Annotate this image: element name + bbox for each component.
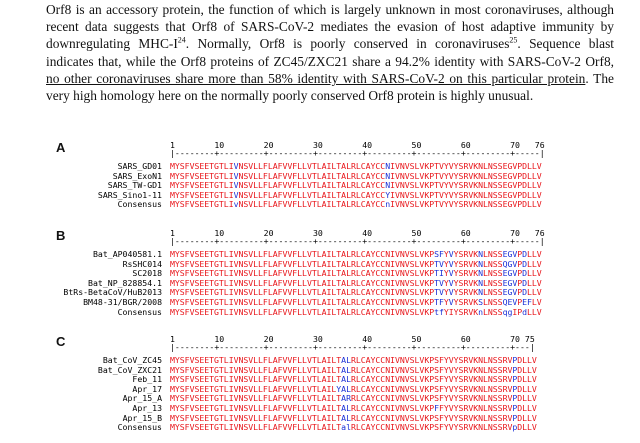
position-ruler: 1 10 20 30 40 50 60 70 76 <box>170 140 545 150</box>
paragraph-text-3: . Sequence blast indicates that, while the Orf8 proteins of ZC45/ZXC21 share a 94.2% identity with SARS-CoV-2 Orf8, <box>46 36 615 69</box>
alignment-row <box>0 423 640 432</box>
citation-25: 25 <box>509 35 518 45</box>
sequence-residues: MYSFVSEETGTLIVNSVLLFLAFVVFLLVTLAILTALRLCAYCCNIVNVSLVKPTVYVYSRVKNLNSSEGVPDLLV <box>170 170 542 181</box>
sequence-residues: MYSFVSEETGTLIVNSVLLFLAFVVFLLVTLAILTALRLCAYCCNIVNVSLVKPtfYIYSRVKnLNSSqgIPdLLV <box>170 306 542 317</box>
sequence-name: Feb_11 <box>132 374 162 385</box>
sequence-residues: MYSFVSEETGTLIVNSVLLFLAFVVFLLVTLAILTALRLCAYCCNIVNVSLVKPTVYVYSRVKNLNSSEGVPDLLV <box>170 180 542 191</box>
panel-label: A <box>56 140 66 155</box>
sequence-residues: MYSFVSEETGTLIVNSVLLFLAFVVFLLVTLAILTALRLCAYCCNIVNVSLVKPTVYVYSRVKNLNSSEGVPDLLV <box>170 277 542 288</box>
sequence-residues: MYSFVSEETGTLIVNSVLLFLAFVVFLLVTLAILTALRLCAYCCNIVNVSLVKPTIYVYSRVKNLNSSEGVPDLLV <box>170 268 542 279</box>
sequence-name: Bat_AP040581.1 <box>92 249 162 259</box>
sequence-residues: MYSFVSEETGTLIvNSVLLFLAFVVFLLVTLAILTALRLCAYCCnIVNVSLVKPTVYVYSRVKNLNSSEGVPDLLV <box>170 199 542 210</box>
sequence-residues: MYSFVSEETGTLIVNSVLLFLAFVVFLLVTLAILTALRLCAYCCNIVNVSLVKPSFYVYSRVKNLNSSRVPDLLV <box>170 364 537 375</box>
position-ruler-ticks: |--------+---------+---------+---------+---------+---------+---------+-----| <box>170 236 545 246</box>
body-paragraph <box>46 1 614 104</box>
paragraph-text-2: . Normally, Orf8 is poorly conserved in coronaviruses <box>185 36 510 52</box>
sequence-name: Apr_15_A <box>122 393 162 404</box>
sequence-name: SARS_Sino1-11 <box>97 189 162 200</box>
sequence-residues: MYSFVSEETGTLIVNSVLLFLAFVVFLLVTLAILYALRLCAYCCNIVNVSLVKPSFYVYSRVKNLNSSRVPDLLV <box>170 383 537 394</box>
paragraph-text-1: Orf8 is an accessory protein, the function of which is largely unknown in most coronaviruses, although recent data suggests that Orf8 of SARS-CoV-2 mediates the evasion of host adaptive immunity by downregulating MHC-I <box>46 2 614 52</box>
panel-label: C <box>56 334 66 349</box>
sequence-name: Apr_15_B <box>122 412 162 423</box>
sequence-residues: MYSFVSEETGTLIVNSVLLFLAFVVFLLVTLAILTARRLCAYCCNIVNVSLVKPSFYVYSRVKNLNSSRVPDLLV <box>170 393 537 404</box>
sequence-name: Apr_13 <box>132 403 162 413</box>
sequence-name: SARS_GD01 <box>117 161 162 171</box>
underlined-claim: no other coronaviruses share more than 58% identity with SARS-CoV-2 on this particular protein <box>46 70 586 86</box>
position-ruler: 1 10 20 30 40 50 60 70 75 <box>170 334 535 344</box>
sequence-residues: MYSFVSEETGTLIVNSVLLFLAFVVFLLVTLAILTALRLCAYCCNIVNVSLVKPTFYVYSRVKSLNSSQEVPEFLV <box>170 297 542 307</box>
sequence-residues: MYSFVSEETGTLIVNSVLLFLAFVVFLLVTLAILTalRLCAYCCNIVNVSLVKPSFYVYSRVKNLNSSRVpDLLV <box>170 422 537 433</box>
panel-label: B <box>56 228 66 243</box>
sequence-name: SC2018 <box>132 268 162 279</box>
sequence-name: Bat_CoV_ZC45 <box>102 355 162 365</box>
sequence-name: BM48-31/BGR/2008 <box>83 297 162 307</box>
sequence-residues: MYSFVSEETGTLIVNSVLLFLAFVVFLLVTLAILTALRLCAYCCNIVNVSLVKPSFYVYSRVKNLNSSEGVPDLLV <box>170 249 542 259</box>
sequence-name: Bat_NP_828854.1 <box>88 277 162 288</box>
sequence-name: RsSHC014 <box>122 258 162 269</box>
position-ruler: 1 10 20 30 40 50 60 70 76 <box>170 228 545 238</box>
paragraph-text-4: . The very high homology here on the normally poorly conserved Orf8 protein is highly unusual. <box>46 70 614 104</box>
sequence-residues: MYSFVSEETGTLIVNSVLLFLAFVVFLLVTLAILTALRLCAYCCNIVNVSLVKPTVYVYSRVKNLNSSEGVPDLLV <box>170 161 542 171</box>
sequence-residues: MYSFVSEETGTLIVNSVLLFLAFVVFLLVTLAILTALRLCAYCCNIVNVSLVKPTVYVYSRVKNLNSSQGVPDLLV <box>170 258 542 269</box>
sequence-name: Consensus <box>117 306 162 317</box>
position-ruler-ticks: |--------+---------+---------+---------+---------+---------+---------+-----| <box>170 148 545 158</box>
sequence-residues: MYSFVSEETGTLIVNSVLLFLAFVVFLLVTLAILTALRLCAYCCNIVNVSLVKPSFYVYSRVKNLNSSRVPDLLV <box>170 412 537 423</box>
sequence-residues: MYSFVSEETGTLIVNSVLLFLAFVVFLLVTLAILTALRLCAYCCNIVNVSLVKPTVYVYSRVKNLNSSEGVPDLLV <box>170 287 542 298</box>
sequence-residues: MYSFVSEETGTLIVNSVLLFLAFVVFLLVTLAILTALRLCAYCCNIVNVSLVKPFFYVYSRVKNLNSSRVPDLLV <box>170 403 537 413</box>
alignment-row <box>0 308 640 317</box>
sequence-name: Consensus <box>117 422 162 433</box>
sequence-name: Apr_17 <box>132 383 162 394</box>
citation-24: 24 <box>177 35 186 45</box>
sequence-name: BtRs-BetaCoV/HuB2013 <box>63 287 162 298</box>
sequence-residues: MYSFVSEETGTLIVNSVLLFLAFVVFLLVTLAILTALRLCAYCCNIVNVSLVKPSFYVYSRVKNLNSSRVPDLLV <box>170 374 537 385</box>
alignment-row <box>0 200 640 209</box>
sequence-name: SARS_TW-GD1 <box>107 180 162 191</box>
sequence-residues: MYSFVSEETGTLIVNSVLLFLAFVVFLLVTLAILTALRLCAYCCNIVNVSLVKPSFYVYSRVKNLNSSRVPDLLV <box>170 355 537 365</box>
sequence-name: Bat_CoV_ZXC21 <box>97 364 162 375</box>
sequence-residues: MYSFVSEETGTLIVNSVLLFLAFVVFLLVTLAILTALRLCAYCCYIVNVSLVKPTVYVYSRVKNLNSSEGVPDLLV <box>170 189 542 200</box>
sequence-name: Consensus <box>117 199 162 210</box>
sequence-name: SARS_ExoN1 <box>112 170 162 181</box>
position-ruler-ticks: |--------+---------+---------+---------+---------+---------+---------+---| <box>170 342 535 352</box>
